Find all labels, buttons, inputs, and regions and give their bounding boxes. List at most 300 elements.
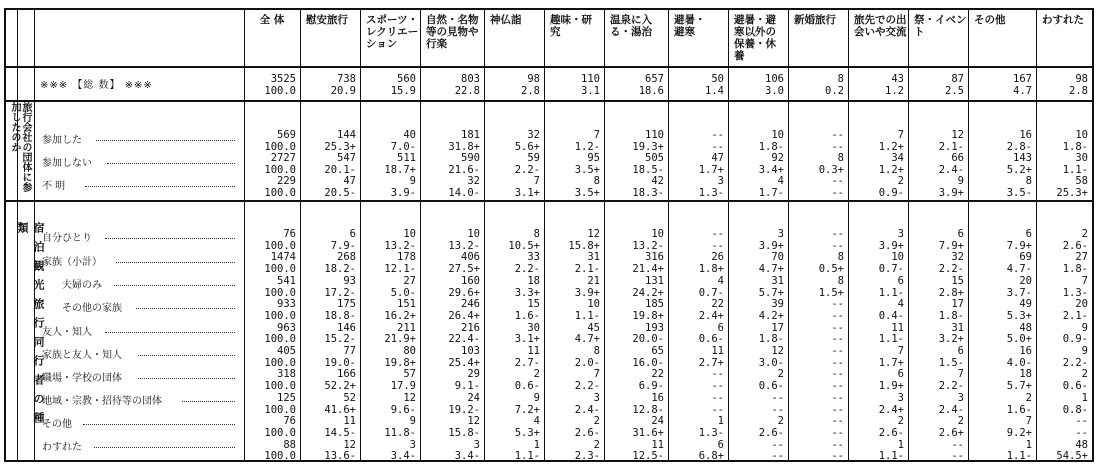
- table-cell: 2: [1025, 391, 1032, 404]
- column-header: 避暑・避寒: [674, 14, 706, 38]
- leader-dots: [105, 238, 235, 239]
- column-rule: [968, 8, 969, 460]
- table-cell: 31: [951, 321, 964, 334]
- table-cell: 103: [461, 345, 480, 357]
- table-cell: 2.6-: [758, 426, 784, 439]
- leader-dots: [114, 285, 235, 286]
- table-cell: 6.8+: [698, 450, 724, 463]
- table-cell: 3.1: [581, 84, 600, 97]
- table-cell: 1.8-: [758, 140, 784, 153]
- table-cell: 20.0-: [632, 333, 664, 346]
- table-cell: 100.0: [264, 84, 296, 97]
- table-cell: 24: [467, 391, 480, 404]
- table-cell: 25.3+: [324, 140, 356, 153]
- table-cell: 1.8-: [758, 333, 784, 346]
- table-cell: 0.7-: [878, 263, 904, 276]
- table-cell: 70: [771, 251, 784, 264]
- table-cell: 16: [1019, 129, 1032, 141]
- table-cell: 3.3+: [514, 286, 540, 299]
- table-cell: 6: [717, 438, 724, 451]
- table-cell: 1.4: [705, 84, 724, 97]
- column-header: 旅先での出会いや交流: [854, 14, 907, 38]
- column-rule: [788, 8, 789, 460]
- table-cell: 100.0: [264, 263, 296, 276]
- table-cell: 2.3-: [574, 450, 600, 463]
- table-cell: 12: [467, 415, 480, 428]
- table-cell: 100.0: [264, 239, 296, 252]
- table-cell: 2.5: [945, 84, 964, 97]
- table-cell: 125: [277, 391, 296, 404]
- table-cell: 26.4+: [448, 309, 480, 322]
- table-cell: 146: [337, 321, 356, 334]
- table-cell: 1.1-: [514, 450, 540, 463]
- table-cell: 178: [397, 251, 416, 264]
- table-cell: --: [831, 380, 844, 393]
- table-cell: 1.8-: [1062, 263, 1088, 276]
- table-cell: 22: [651, 368, 664, 381]
- table-cell: 3525: [270, 73, 296, 85]
- table-cell: 3.5+: [574, 163, 600, 176]
- column-header: 神仏詣: [490, 14, 522, 26]
- row-label: その他の家族: [62, 303, 122, 314]
- table-cell: 6: [897, 274, 904, 287]
- table-cell: 3: [957, 391, 964, 404]
- table-cell: 8: [1025, 175, 1032, 188]
- table-cell: 569: [277, 129, 296, 141]
- table-cell: 50: [711, 73, 724, 85]
- table-cell: 32: [951, 251, 964, 264]
- table-cell: 16: [1019, 345, 1032, 357]
- table-cell: 2.2-: [514, 263, 540, 276]
- table-cell: 18: [527, 274, 540, 287]
- table-cell: 2.6+: [938, 426, 964, 439]
- table-cell: 76: [283, 228, 296, 240]
- table-cell: 6: [897, 368, 904, 381]
- table-cell: 1.8+: [698, 263, 724, 276]
- column-rule: [300, 8, 301, 460]
- table-cell: 7: [897, 345, 904, 357]
- table-cell: 6: [957, 228, 964, 240]
- table-cell: 31: [771, 274, 784, 287]
- table-cell: 0.8-: [1062, 403, 1088, 416]
- table-cell: --: [831, 175, 844, 188]
- table-cell: 100.0: [264, 426, 296, 439]
- table-cell: 1.5-: [938, 356, 964, 369]
- table-cell: 12: [771, 345, 784, 357]
- table-cell: 2: [777, 368, 784, 381]
- table-cell: --: [831, 403, 844, 416]
- table-cell: 7: [957, 368, 964, 381]
- table-cell: 5.6+: [514, 140, 540, 153]
- table-cell: 100.0: [264, 380, 296, 393]
- table-cell: 12.8-: [632, 403, 664, 416]
- table-cell: 144: [337, 129, 356, 141]
- row-label: 自分ひとり: [42, 233, 92, 244]
- table-cell: 3: [897, 228, 904, 240]
- table-cell: 22.4-: [448, 333, 480, 346]
- column-rule: [848, 8, 849, 460]
- table-cell: 2.0-: [574, 356, 600, 369]
- table-cell: 7: [1025, 415, 1032, 428]
- table-cell: 2.2-: [938, 263, 964, 276]
- table-cell: 40: [403, 129, 416, 141]
- column-header: 自然・名物等の見物や行楽: [426, 14, 479, 50]
- table-cell: 7: [1081, 274, 1088, 287]
- table-cell: 9: [409, 415, 416, 428]
- table-cell: 100.0: [264, 450, 296, 463]
- table-cell: 803: [461, 73, 480, 85]
- table-cell: --: [831, 368, 844, 381]
- column-header: 趣味・研究: [550, 14, 592, 38]
- table-cell: 100.0: [264, 140, 296, 153]
- table-cell: --: [831, 356, 844, 369]
- table-cell: 2: [897, 175, 904, 188]
- table-cell: 1.9+: [878, 380, 904, 393]
- table-cell: 2.4+: [878, 403, 904, 416]
- table-cell: 7.0-: [390, 140, 416, 153]
- table-cell: 1.7-: [758, 187, 784, 199]
- table-cell: 1.1-: [878, 286, 904, 299]
- row-label: 地域・宗教・招待等の団体: [42, 396, 162, 407]
- table-cell: 10: [403, 228, 416, 240]
- leader-dots: [182, 401, 235, 402]
- table-cell: 34: [891, 152, 904, 165]
- leader-dots: [85, 186, 235, 187]
- table-cell: 13.2-: [632, 239, 664, 252]
- table-cell: 9.6-: [390, 403, 416, 416]
- table-cell: 3: [409, 438, 416, 451]
- table-cell: 5.0+: [1006, 333, 1032, 346]
- table-cell: 590: [461, 152, 480, 165]
- table-cell: 8: [837, 274, 844, 287]
- table-cell: 16.0-: [632, 356, 664, 369]
- table-cell: 25.4+: [448, 356, 480, 369]
- table-cell: 1474: [270, 251, 296, 264]
- table-cell: 1: [897, 438, 904, 451]
- table-cell: 5.3+: [1006, 309, 1032, 322]
- leader-dots: [116, 262, 235, 263]
- table-cell: 18.3-: [632, 187, 664, 199]
- table-cell: 1.2-: [574, 140, 600, 153]
- table-cell: 2727: [270, 152, 296, 165]
- table-cell: 65: [651, 345, 664, 357]
- table-cell: --: [711, 368, 724, 381]
- table-cell: 58: [1075, 175, 1088, 188]
- table-cell: 2.2-: [514, 163, 540, 176]
- table-cell: 3.2+: [938, 333, 964, 346]
- table-cell: 17.9: [390, 380, 416, 393]
- table-cell: 216: [461, 321, 480, 334]
- table-cell: 8: [533, 228, 540, 240]
- table-cell: 9.1-: [454, 380, 480, 393]
- table-cell: 19.2-: [448, 403, 480, 416]
- table-cell: 19.0-: [324, 356, 356, 369]
- table-cell: 2.6-: [1062, 239, 1088, 252]
- table-cell: 9: [409, 175, 416, 188]
- table-cell: 21: [587, 274, 600, 287]
- table-cell: 1.8-: [1062, 140, 1088, 153]
- table-cell: 10.5+: [508, 239, 540, 252]
- table-cell: 33: [527, 251, 540, 264]
- table-cell: 1.3-: [698, 426, 724, 439]
- table-cell: 2: [593, 438, 600, 451]
- table-cell: 7: [593, 368, 600, 381]
- table-cell: 11: [343, 415, 356, 428]
- table-cell: 0.6-: [758, 380, 784, 393]
- table-cell: 43: [891, 73, 904, 85]
- table-cell: --: [771, 438, 784, 451]
- table-cell: 3.9+: [938, 187, 964, 199]
- table-cell: 3.0-: [758, 356, 784, 369]
- table-cell: 8: [837, 251, 844, 264]
- table-cell: 0.6-: [1062, 380, 1088, 393]
- table-cell: --: [951, 438, 964, 451]
- table-cell: 6: [1025, 228, 1032, 240]
- leader-dots: [94, 447, 235, 448]
- table-cell: 3.5-: [1006, 187, 1032, 199]
- leader-dots: [138, 378, 235, 379]
- table-cell: 5.7+: [1006, 380, 1032, 393]
- table-cell: --: [831, 187, 844, 199]
- table-cell: 2.2-: [574, 380, 600, 393]
- table-cell: 10: [587, 298, 600, 311]
- table-cell: 98: [1075, 73, 1088, 85]
- table-cell: 4: [897, 298, 904, 311]
- column-rule: [360, 8, 361, 460]
- table-cell: 316: [645, 251, 664, 264]
- table-cell: 16: [651, 391, 664, 404]
- table-top-rule: [4, 8, 1094, 10]
- table-cell: 5.7+: [758, 286, 784, 299]
- table-cell: 18: [1019, 368, 1032, 381]
- table-cell: 12: [951, 129, 964, 141]
- table-cell: --: [711, 228, 724, 240]
- table-cell: 3.1+: [514, 333, 540, 346]
- table-cell: 106: [765, 73, 784, 85]
- table-cell: 3.7-: [1006, 286, 1032, 299]
- table-cell: 110: [645, 129, 664, 141]
- table-cell: 405: [277, 345, 296, 357]
- table-cell: 0.6-: [514, 380, 540, 393]
- column-rule: [484, 8, 485, 460]
- table-cell: 100.0: [264, 309, 296, 322]
- table-cell: 5.0-: [390, 286, 416, 299]
- table-cell: --: [831, 345, 844, 357]
- table-cell: 193: [645, 321, 664, 334]
- row-label: 職場・学校の団体: [42, 373, 122, 384]
- table-cell: 3.1+: [514, 187, 540, 199]
- table-cell: --: [1075, 415, 1088, 428]
- table-cell: --: [831, 391, 844, 404]
- leader-dots: [96, 140, 235, 141]
- table-cell: 17: [951, 298, 964, 311]
- table-cell: 8: [837, 152, 844, 165]
- table-cell: 20.5-: [324, 187, 356, 199]
- table-cell: 30: [527, 321, 540, 334]
- table-cell: 17: [771, 321, 784, 334]
- column-rule: [908, 8, 909, 460]
- column-rule: [728, 8, 729, 460]
- table-cell: 15: [951, 274, 964, 287]
- table-cell: 15: [527, 298, 540, 311]
- table-cell: 1: [1081, 391, 1088, 404]
- table-cell: 66: [951, 152, 964, 165]
- table-cell: 12.1-: [384, 263, 416, 276]
- total-row-label: ※※※ 【総 数】 ※※※: [40, 80, 153, 91]
- table-cell: 19.8+: [632, 309, 664, 322]
- column-rule: [604, 8, 605, 460]
- table-cell: 9: [533, 391, 540, 404]
- table-cell: --: [711, 380, 724, 393]
- table-cell: 48: [1019, 321, 1032, 334]
- table-cell: 98: [527, 73, 540, 85]
- table-cell: 1.6-: [1006, 403, 1032, 416]
- table-cell: 31: [587, 251, 600, 264]
- table-cell: 25.3+: [1056, 187, 1088, 199]
- table-cell: 0.9-: [878, 187, 904, 199]
- table-cell: 100.0: [264, 333, 296, 346]
- table-cell: 18.7+: [384, 163, 416, 176]
- table-cell: --: [831, 415, 844, 428]
- table-cell: 27.5+: [448, 263, 480, 276]
- table-cell: 1.1-: [1062, 163, 1088, 176]
- table-cell: 2: [897, 415, 904, 428]
- table-cell: 48: [1075, 438, 1088, 451]
- table-cell: 12: [403, 391, 416, 404]
- table-cell: 88: [283, 438, 296, 451]
- table-cell: 16.2+: [384, 309, 416, 322]
- row-label: 家族（小計）: [42, 257, 102, 268]
- column-header: わすれた: [1042, 14, 1084, 26]
- table-cell: 59: [527, 152, 540, 165]
- table-cell: 13.6-: [324, 450, 356, 463]
- table-cell: 3.5+: [574, 187, 600, 199]
- table-cell: 80: [403, 345, 416, 357]
- table-cell: 47: [711, 152, 724, 165]
- table-cell: 14.0-: [448, 187, 480, 199]
- table-cell: 12: [343, 438, 356, 451]
- table-cell: 1.8-: [938, 309, 964, 322]
- table-cell: 18.6: [638, 84, 664, 97]
- table-cell: 2.7+: [698, 356, 724, 369]
- table-cell: 95: [587, 152, 600, 165]
- table-cell: 166: [337, 368, 356, 381]
- table-cell: 10: [1075, 129, 1088, 141]
- leader-dots: [105, 332, 235, 333]
- table-cell: 143: [1013, 152, 1032, 165]
- table-cell: 3.9-: [390, 187, 416, 199]
- section2-title: 宿泊観光旅行同行者の種類: [16, 222, 45, 431]
- table-cell: 20: [1075, 298, 1088, 311]
- table-cell: 2.7-: [514, 356, 540, 369]
- table-cell: 3.9+: [758, 239, 784, 252]
- table-cell: --: [951, 450, 964, 463]
- column-header: 祭・イベント: [914, 14, 967, 38]
- table-cell: 1.1-: [574, 309, 600, 322]
- table-cell: 8: [593, 175, 600, 188]
- leader-dots: [83, 424, 235, 425]
- leader-dots: [136, 308, 235, 309]
- table-cell: 18.5-: [632, 163, 664, 176]
- table-cell: 6: [717, 321, 724, 334]
- table-cell: 13.2-: [384, 239, 416, 252]
- table-cell: 21.4+: [632, 263, 664, 276]
- table-cell: 5.3+: [514, 426, 540, 439]
- table-cell: 1.3-: [698, 187, 724, 199]
- column-header: 新婚旅行: [794, 14, 836, 26]
- table-cell: 11: [527, 345, 540, 357]
- column-rule: [544, 8, 545, 460]
- table-cell: 42: [651, 175, 664, 188]
- table-cell: 10: [891, 251, 904, 264]
- leader-dots: [107, 163, 235, 164]
- table-cell: 10: [771, 129, 784, 141]
- table-cell: 3.4+: [758, 163, 784, 176]
- row-label: 参加しない: [42, 158, 92, 169]
- table-cell: 4.7-: [1006, 263, 1032, 276]
- column-rule: [420, 8, 421, 460]
- table-cell: 318: [277, 368, 296, 381]
- table-cell: 1: [717, 415, 724, 428]
- table-cell: --: [711, 129, 724, 141]
- table-cell: 1.2+: [878, 163, 904, 176]
- table-cell: 9.2+: [1006, 426, 1032, 439]
- table-cell: 26: [711, 251, 724, 264]
- table-cell: 2.2-: [1062, 356, 1088, 369]
- table-cell: --: [831, 129, 844, 141]
- table-cell: 41.6+: [324, 403, 356, 416]
- column-rule: [1036, 8, 1037, 460]
- table-cell: 7.2+: [514, 403, 540, 416]
- column-header: 避暑・避寒以外の保養・休養: [734, 14, 776, 62]
- table-cell: 268: [337, 251, 356, 264]
- table-cell: 87: [951, 73, 964, 85]
- table-cell: 7.9+: [1006, 239, 1032, 252]
- table-cell: 19.3+: [632, 140, 664, 153]
- table-cell: 3.4-: [390, 450, 416, 463]
- table-cell: 1.3-: [1062, 286, 1088, 299]
- total-rule: [4, 100, 1094, 102]
- table-cell: 1.1-: [878, 333, 904, 346]
- table-cell: --: [831, 140, 844, 153]
- table-cell: 2.6-: [878, 426, 904, 439]
- table-cell: 2: [957, 415, 964, 428]
- row-label: わすれた: [42, 442, 82, 453]
- table-cell: --: [711, 140, 724, 153]
- table-cell: 27: [1075, 251, 1088, 264]
- table-cell: 1: [1025, 438, 1032, 451]
- table-cell: --: [771, 450, 784, 463]
- table-cell: 2: [1081, 228, 1088, 240]
- table-cell: 24.2+: [632, 286, 664, 299]
- table-cell: 3.4-: [454, 450, 480, 463]
- table-cell: 4.7: [1013, 84, 1032, 97]
- table-cell: 1.1-: [878, 450, 904, 463]
- table-cell: 29.6+: [448, 286, 480, 299]
- row-label: 夫婦のみ: [62, 280, 102, 291]
- table-cell: 1.7+: [878, 356, 904, 369]
- table-cell: --: [711, 239, 724, 252]
- column-header: 全 体: [259, 14, 285, 26]
- table-cell: 738: [337, 73, 356, 85]
- table-cell: 1: [533, 438, 540, 451]
- table-cell: 246: [461, 298, 480, 311]
- table-cell: 49: [1019, 298, 1032, 311]
- table-cell: 1.2+: [878, 140, 904, 153]
- table-cell: 2.4-: [574, 403, 600, 416]
- table-cell: 3: [897, 391, 904, 404]
- table-cell: 29: [467, 368, 480, 381]
